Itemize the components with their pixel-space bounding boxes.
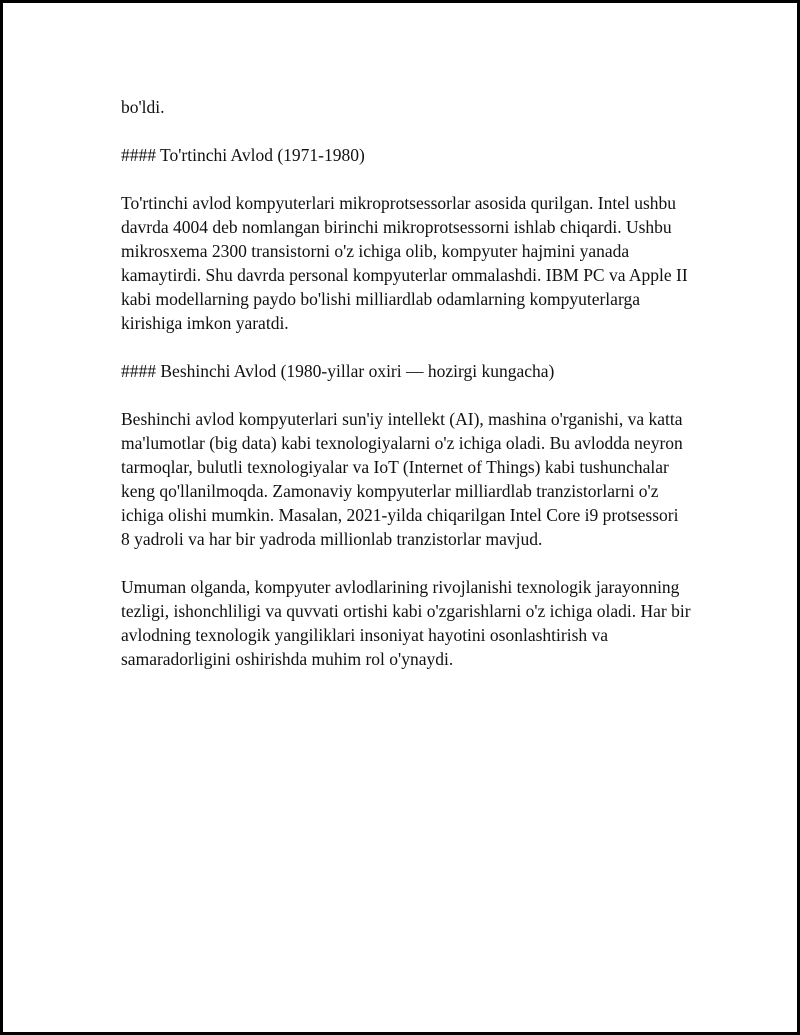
conclusion-paragraph: Umuman olganda, kompyuter avlodlarining rivojlanishi texnologik jarayonning tezligi, ishonchliligi va quvvati ortishi kabi o'zgarishlarni o'z ichiga oladi. Har bir avlodning texnologik yangiliklari insoniyat hayotini osonlashtirish va samaradorligini oshirishda muhim rol o'ynaydi. [121,577,691,669]
section-paragraph-fourth-generation: To'rtinchi avlod kompyuterlari mikroprotsessorlar asosida qurilgan. Intel ushbu davrda 4004 deb nomlangan birinchi mikroprotsessorni ishlab chiqardi. Ushbu mikrosxema 2300 transistorni o'z ichiga olib, kompyuter hajmini yanada kamaytirdi. Shu davrda personal kompyuterlar ommalashdi. IBM PC va Apple II kabi modellarning paydo bo'lishi milliardlab odamlarning kompyuterlarga kirishiga imkon yaratdi. [121,193,688,333]
section-heading-fifth-generation: #### Beshinchi Avlod (1980-yillar oxiri — hozirgi kungacha) [121,361,555,381]
document-body [121,95,691,695]
lead-fragment: bo'ldi. [121,97,165,117]
section-paragraph-fifth-generation: Beshinchi avlod kompyuterlari sun'iy intellekt (AI), mashina o'rganishi, va katta ma'lumotlar (big data) kabi texnologiyalarni o'z ichiga oladi. Bu avlodda neyron tarmoqlar, bulutli texnologiyalar va IoT (Internet of Things) kabi tushunchalar keng qo'llanilmoqda. Zamonaviy kompyuterlar milliardlab tranzistorlarni o'z ichiga olishi mumkin. Masalan, 2021-yilda chiqarilgan Intel Core i9 protsessori 8 yadroli va har bir yadroda millionlab tranzistorlar mavjud. [121,409,683,549]
section-heading-fourth-generation: #### To'rtinchi Avlod (1971-1980) [121,145,365,165]
